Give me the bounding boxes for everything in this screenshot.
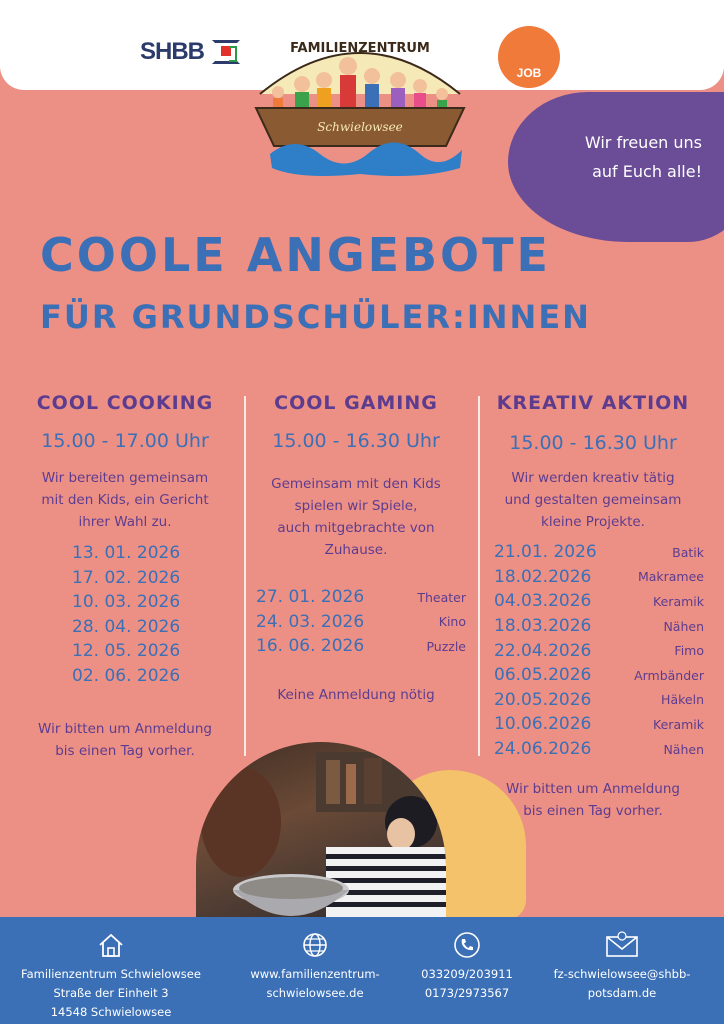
description-line: und gestalten gemeinsam [504,492,682,508]
phone-icon [453,931,481,959]
kreativ-event-row [494,589,704,614]
event-date: 10.06.2026 [494,714,592,735]
note-line: bis einen Tag vorher. [523,803,663,819]
event-date: 06.05.2026 [494,665,592,686]
address-line: Straße der Einheit 3 [53,986,169,1000]
website-line: schwielowsee.de [266,986,364,1000]
logo-top-text: FAMILIENZENTRUM [290,41,430,56]
event-label: Makramee [637,569,704,585]
event-label: Keramik [653,593,704,609]
envelope-icon [605,931,639,959]
gaming-title: COOL GAMING [274,392,438,414]
description-line: mit den Kids, ein Gericht [41,492,209,508]
event-label: Nähen [663,741,704,757]
event-date: 18.03.2026 [494,616,592,637]
kreativ-description [484,467,702,533]
footer-website [232,931,398,1003]
cooking-note [20,718,230,762]
description-line: Zuhause. [324,542,388,558]
event-date: 12. 05. 2026 [72,641,181,662]
website-line: www.familienzentrum- [250,967,380,981]
event-label: Armbänder [634,667,704,683]
cooking-description [20,467,230,533]
kreativ-time: 15.00 - 16.30 Uhr [509,432,677,454]
kreativ-event-row [494,565,704,590]
gaming-time: 15.00 - 16.30 Uhr [272,430,440,452]
gaming-event-row [256,610,466,635]
description-line: spielen wir Spiele, [294,498,418,514]
event-date: 10. 03. 2026 [72,592,181,613]
note-line: Wir bitten um Anmeldung [38,721,212,737]
description-line: ihrer Wahl zu. [78,514,172,530]
kreativ-event-row [494,712,704,737]
gaming-note [250,684,462,706]
job-logo-text: JOB [516,66,542,80]
event-label: Kino [438,614,466,630]
kreativ-event-row [494,688,704,713]
event-date: 28. 04. 2026 [72,616,181,637]
address-line: 14548 Schwielowsee [50,1005,172,1019]
description-line: kleine Projekte. [541,514,645,530]
familienzentrum-logo [250,22,470,182]
footer-email [540,931,704,1003]
event-date: 13. 01. 2026 [72,543,181,563]
note-line: Wir bitten um Anmeldung [506,781,680,797]
note-line: Keine Anmeldung nötig [277,687,435,703]
cooking-title: COOL COOKING [36,392,214,414]
welcome-line: Wir freuen uns [584,133,702,152]
kreativ-event-row [494,614,704,639]
shbb-logo [140,38,240,66]
event-date: 16. 06. 2026 [256,636,365,657]
gaming-event-row [256,585,466,610]
cooking-photo [196,742,446,917]
job-logo [498,26,560,88]
note-line: bis einen Tag vorher. [55,743,195,759]
event-date: 04.03.2026 [494,591,592,612]
description-line: Wir bereiten gemeinsam [41,470,209,486]
event-label: Puzzle [426,638,466,654]
event-label: Fimo [674,643,704,659]
event-date: 17. 02. 2026 [72,567,181,588]
event-label: Nähen [663,618,704,634]
website-link[interactable] [232,965,398,1003]
phone-line[interactable]: 0173/2973567 [424,986,510,1000]
footer-phone [404,931,530,1003]
familienzentrum-boat-icon [250,22,470,182]
event-date: 20.05.2026 [494,689,592,710]
footer [0,917,724,1024]
child-cooking-illustration-icon [196,742,446,917]
event-date: 02. 06. 2026 [72,665,181,686]
event-date: 24.06.2026 [494,739,592,760]
email-line: fz-schwielowsee@shbb- [553,967,691,981]
event-label: Theater [417,589,466,605]
globe-icon [301,931,329,959]
kreativ-event-row [494,638,704,663]
event-label: Keramik [653,716,704,732]
kreativ-event-row [494,540,704,565]
description-line: Gemeinsam mit den Kids [271,476,441,492]
kreativ-title: KREATIV AKTION [496,392,690,414]
cooking-time: 15.00 - 17.00 Uhr [41,430,209,452]
event-date: 22.04.2026 [494,640,592,661]
welcome-text [540,128,702,186]
shbb-logo-mark-icon [212,40,240,64]
event-date: 21.01. 2026 [494,542,597,563]
column-divider [478,396,480,756]
gaming-description [250,473,462,561]
event-date: 18.02.2026 [494,566,592,587]
event-date: 27. 01. 2026 [256,587,365,608]
description-line: auch mitgebrachte von [277,520,435,536]
address-line: Familienzentrum Schwielowsee [21,967,201,981]
welcome-line: auf Euch alle! [592,162,702,181]
event-date: 24. 03. 2026 [256,611,365,632]
event-label: Batik [672,544,704,560]
description-line: Wir werden kreativ tätig [511,470,675,486]
gaming-event-row [256,634,466,659]
page-title: COOLE ANGEBOTE [40,228,551,282]
shbb-logo-text: SHBB [140,38,205,65]
event-label: Häkeln [661,692,704,708]
logo-bottom-text: Schwielowsee [317,120,403,134]
phone-line[interactable]: 033209/203911 [421,967,513,981]
kreativ-event-row [494,737,704,762]
cooking-dates [72,541,180,689]
kreativ-event-row [494,663,704,688]
page-subtitle: FÜR GRUNDSCHÜLER:INNEN [40,298,591,336]
email-line: potsdam.de [587,986,657,1000]
email-link[interactable] [540,965,704,1003]
column-divider [244,396,246,756]
footer-address [20,931,202,1022]
house-icon [97,931,125,959]
